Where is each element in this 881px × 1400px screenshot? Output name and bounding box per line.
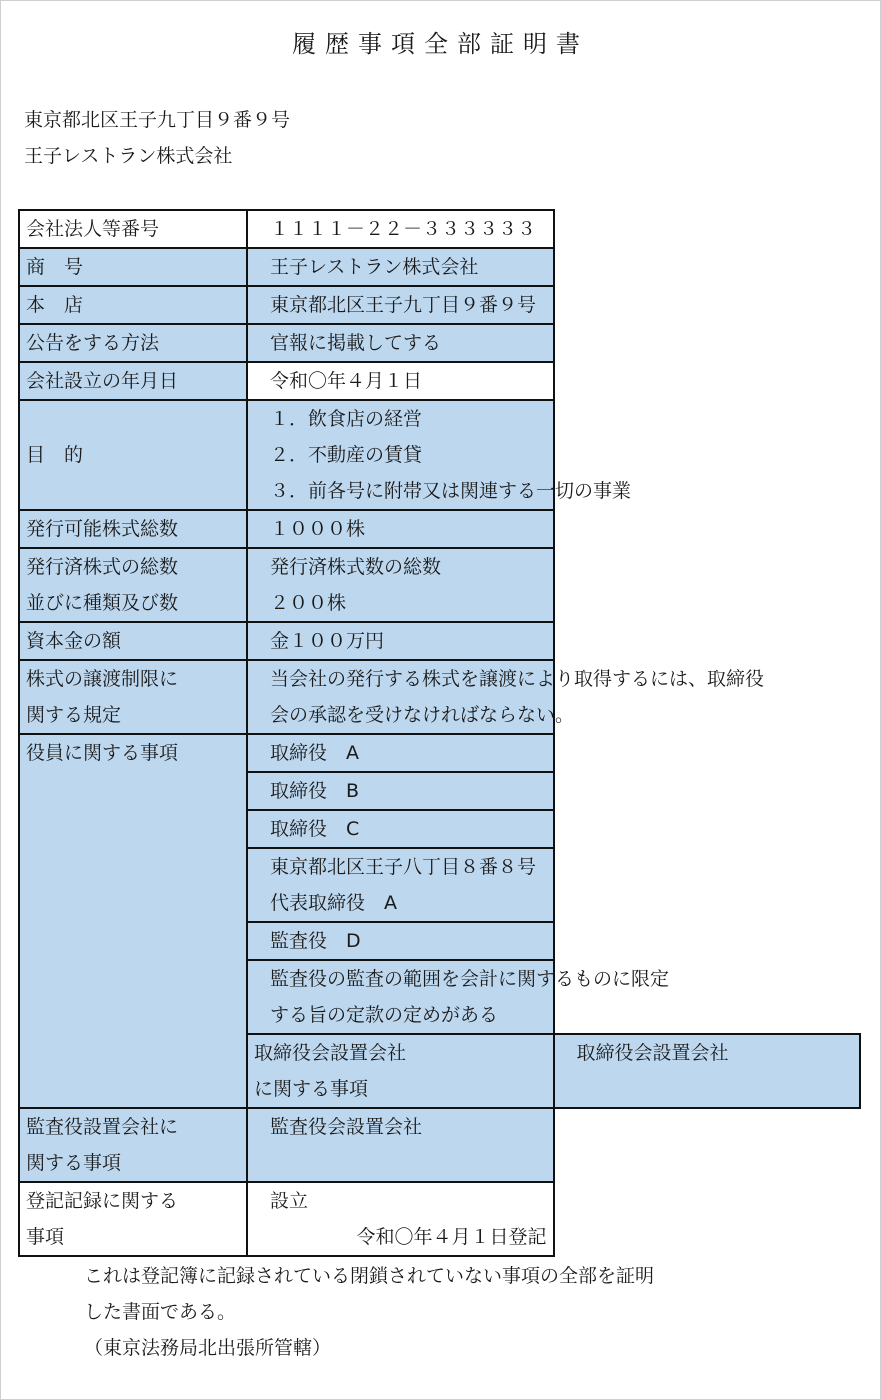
label-purpose: 目 的: [19, 400, 247, 510]
label-established: 会社設立の年月日: [19, 362, 247, 400]
value-line: 代表取締役 A: [270, 892, 397, 914]
value-issued-shares: [247, 548, 554, 622]
value-audit-scope: [247, 960, 670, 1034]
label-line: 関する規定: [26, 704, 122, 726]
label-issued-shares: [19, 548, 247, 622]
label-capital: 資本金の額: [19, 622, 247, 660]
row-head-office: [19, 286, 860, 324]
label-auditor-company: [19, 1108, 247, 1182]
row-established: [19, 362, 860, 400]
value-line: 東京都北区王子八丁目８番８号: [270, 856, 537, 878]
label-head-office: 本 店: [19, 286, 247, 324]
value-public-notice: 官報に掲載してする: [247, 324, 554, 362]
row-registration: [19, 1182, 860, 1256]
label-line: 取締役会設置会社: [254, 1042, 407, 1064]
row-authorized-shares: [19, 510, 860, 548]
footer-line-2: した書面である。: [84, 1301, 237, 1323]
header-address: 東京都北区王子九丁目９番９号: [24, 109, 291, 131]
row-transfer-restriction: [19, 660, 860, 734]
row-officer-director-a: [19, 734, 860, 772]
row-purpose: [19, 400, 860, 510]
value-line: 取締役会設置会社: [576, 1042, 729, 1064]
row-corp-number: [19, 210, 860, 248]
label-line: に関する事項: [254, 1078, 369, 1100]
value-line: 監査役会設置会社: [270, 1116, 423, 1138]
registry-table: [18, 209, 861, 1257]
row-capital: [19, 622, 860, 660]
value-capital: 金１００万円: [247, 622, 554, 660]
document-title: 履歴事項全部証明書: [292, 30, 589, 58]
value-auditor: 監査役 D: [247, 922, 554, 960]
value-auditor-company: [247, 1108, 554, 1182]
value-board: [554, 1034, 861, 1108]
label-corp-number: 会社法人等番号: [19, 210, 247, 248]
row-auditor-company: [19, 1108, 860, 1182]
label-line: 関する事項: [26, 1152, 122, 1174]
value-director-c: 取締役 C: [247, 810, 554, 848]
value-transfer-restriction: [247, 660, 765, 734]
label-line: 株式の譲渡制限に: [26, 668, 179, 690]
label-line: 監査役設置会社に: [26, 1116, 179, 1138]
value-line: 当会社の発行する株式を譲渡により取得するには、取締役: [270, 668, 765, 690]
value-line: ２００株: [270, 592, 347, 614]
label-line: 発行済株式の総数: [26, 556, 179, 578]
label-line: 事項: [26, 1226, 65, 1248]
value-line: 設立: [270, 1190, 309, 1212]
row-issued-shares: [19, 548, 860, 622]
label-line: 並びに種類及び数: [26, 592, 179, 614]
value-purpose: [247, 400, 632, 510]
footer-jurisdiction: （東京法務局北出張所管轄）: [84, 1337, 332, 1359]
purpose-item: １．飲食店の経営: [270, 408, 423, 430]
value-representative: [247, 848, 554, 922]
value-director-a: 取締役 A: [247, 734, 554, 772]
registration-date: 令和〇年４月１日登記: [356, 1226, 547, 1248]
value-director-b: 取締役 B: [247, 772, 554, 810]
label-authorized-shares: 発行可能株式総数: [19, 510, 247, 548]
value-line: 監査役の監査の範囲を会計に関するものに限定: [270, 968, 670, 990]
label-public-notice: 公告をする方法: [19, 324, 247, 362]
row-public-notice: [19, 324, 860, 362]
value-line: 会の承認を受けなければならない。: [270, 704, 575, 726]
label-officers: 役員に関する事項: [19, 734, 247, 1108]
label-line: 登記記録に関する: [26, 1190, 179, 1212]
value-line: 発行済株式数の総数: [270, 556, 442, 578]
value-authorized-shares: １０００株: [247, 510, 554, 548]
purpose-item: ２．不動産の賃貸: [270, 444, 423, 466]
label-trade-name: 商 号: [19, 248, 247, 286]
header-company: 王子レストラン株式会社: [24, 145, 233, 167]
purpose-item: ３．前各号に附帯又は関連する一切の事業: [270, 480, 632, 502]
row-trade-name: [19, 248, 860, 286]
value-line: する旨の定款の定めがある: [270, 1004, 499, 1026]
value-registration: [247, 1182, 554, 1256]
value-trade-name: 王子レストラン株式会社: [247, 248, 554, 286]
label-transfer-restriction: [19, 660, 247, 734]
value-head-office: 東京都北区王子九丁目９番９号: [247, 286, 554, 324]
label-board: [247, 1034, 554, 1108]
value-established: 令和〇年４月１日: [247, 362, 554, 400]
value-corp-number: １１１１－２２－３３３３３３: [247, 210, 554, 248]
label-registration: [19, 1182, 247, 1256]
footer-line-1: これは登記簿に記録されている閉鎖されていない事項の全部を証明: [84, 1265, 655, 1287]
